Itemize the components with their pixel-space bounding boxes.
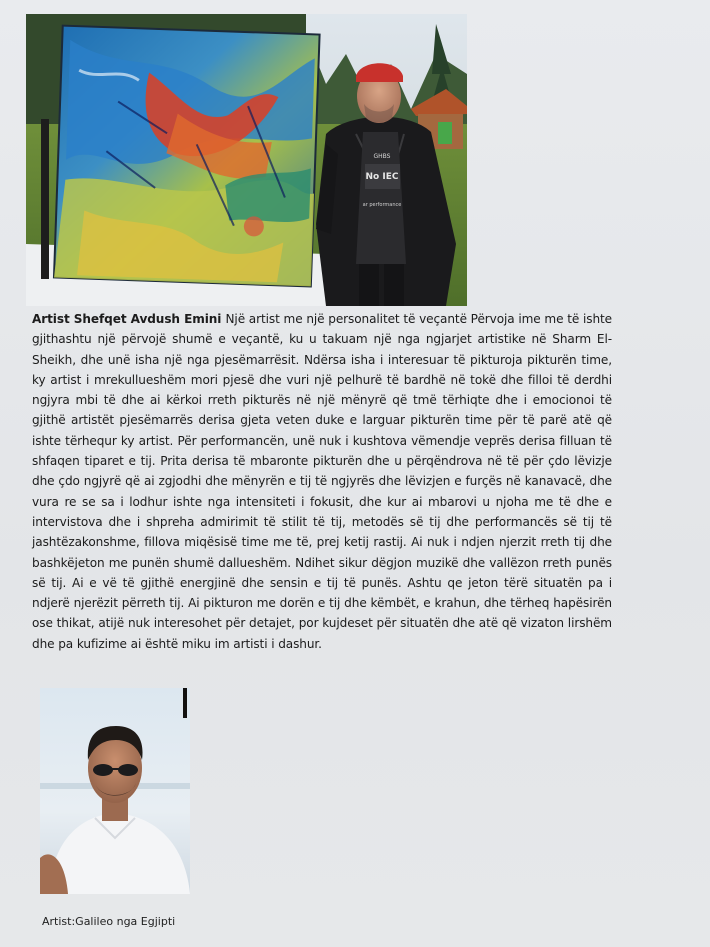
portrait-caption: Artist:Galileo nga Egjipti [42,915,176,928]
artist-with-painting-photo [26,14,467,306]
article-body: Një artist me një personalitet të veçantë Përvoja ime me të ishte gjithashtu një përvojë shumë e veçantë, ku u takuam një nga ngjarjet artistike në Sharm El-Sheikh, dhe unë isha një nga pjesëmarrësit. Ndërsa isha i interesuar të pikturoja pikturën time, ky artist i mrekullueshëm mori pjesë dhe vuri një pelhurë të bardhë në tokë dhe filloi të derdhi ngjyra mbi të dhe ai kërkoi rreth pikturës në një mënyrë që tmë tërhiqte dhe i emocionoi të gjithë artistët pjesëmarrës derisa gjeta veten duke e larguar pikturën time për të parë atë që ishte tërhequr ky artist. Për performancën, unë nuk i kushtova vëmendje veprës derisa filluan të shfaqen tiparet e tij. Prita derisa të mbaronte pikturën dhe u përqëndrova në të për çdo lëvizje dhe çdo ngjyrë që ai zgjodhi dhe mënyrën e tij të ngjyrës dhe lëvizjen e furçës në kanavacë, dhe vura re se sa i lodhur ishte nga intensiteti i fokusit, dhe kur ai mbarovi u njoha me të dhe e intervistova dhe i shpreha admirimit të stilit të tij, metodës së tij dhe performancës së tij të jashtëzakonshme, fillova miqësisë time me të, prej ketij rastij. Ai nuk i ndjen njerzit rreth tij dhe bashkëjeton me punën shumë dallueshëm. Ndihet sikur dëgjon muzikë dhe vallëzon rreth punës së tij. Ai e vë të gjithë energjinë dhe sensin e tij të punës. Ashtu qe jeton tërë situatën pa i ndjerë njerëzit përreth tij. Ai pikturon me dorën e tij dhe këmbët, e krahun, dhe tërheq hapësirën ose thikat, atijë nuk interesohet për detajet, por kujdeset për situatën dhe atë që vizaton lirshëm dhe pa kufizime ai është miku im artisti i dashur. [32,312,612,651]
shirt-text-top: GHBS [373,153,391,160]
artist-portrait-photo [40,688,190,894]
article-author: Artist Shefqet Avdush Emini [32,312,226,326]
article-text [32,309,612,654]
shirt-text-main: No IEC [365,172,399,182]
shirt-text-bottom: ar performance [362,202,402,208]
